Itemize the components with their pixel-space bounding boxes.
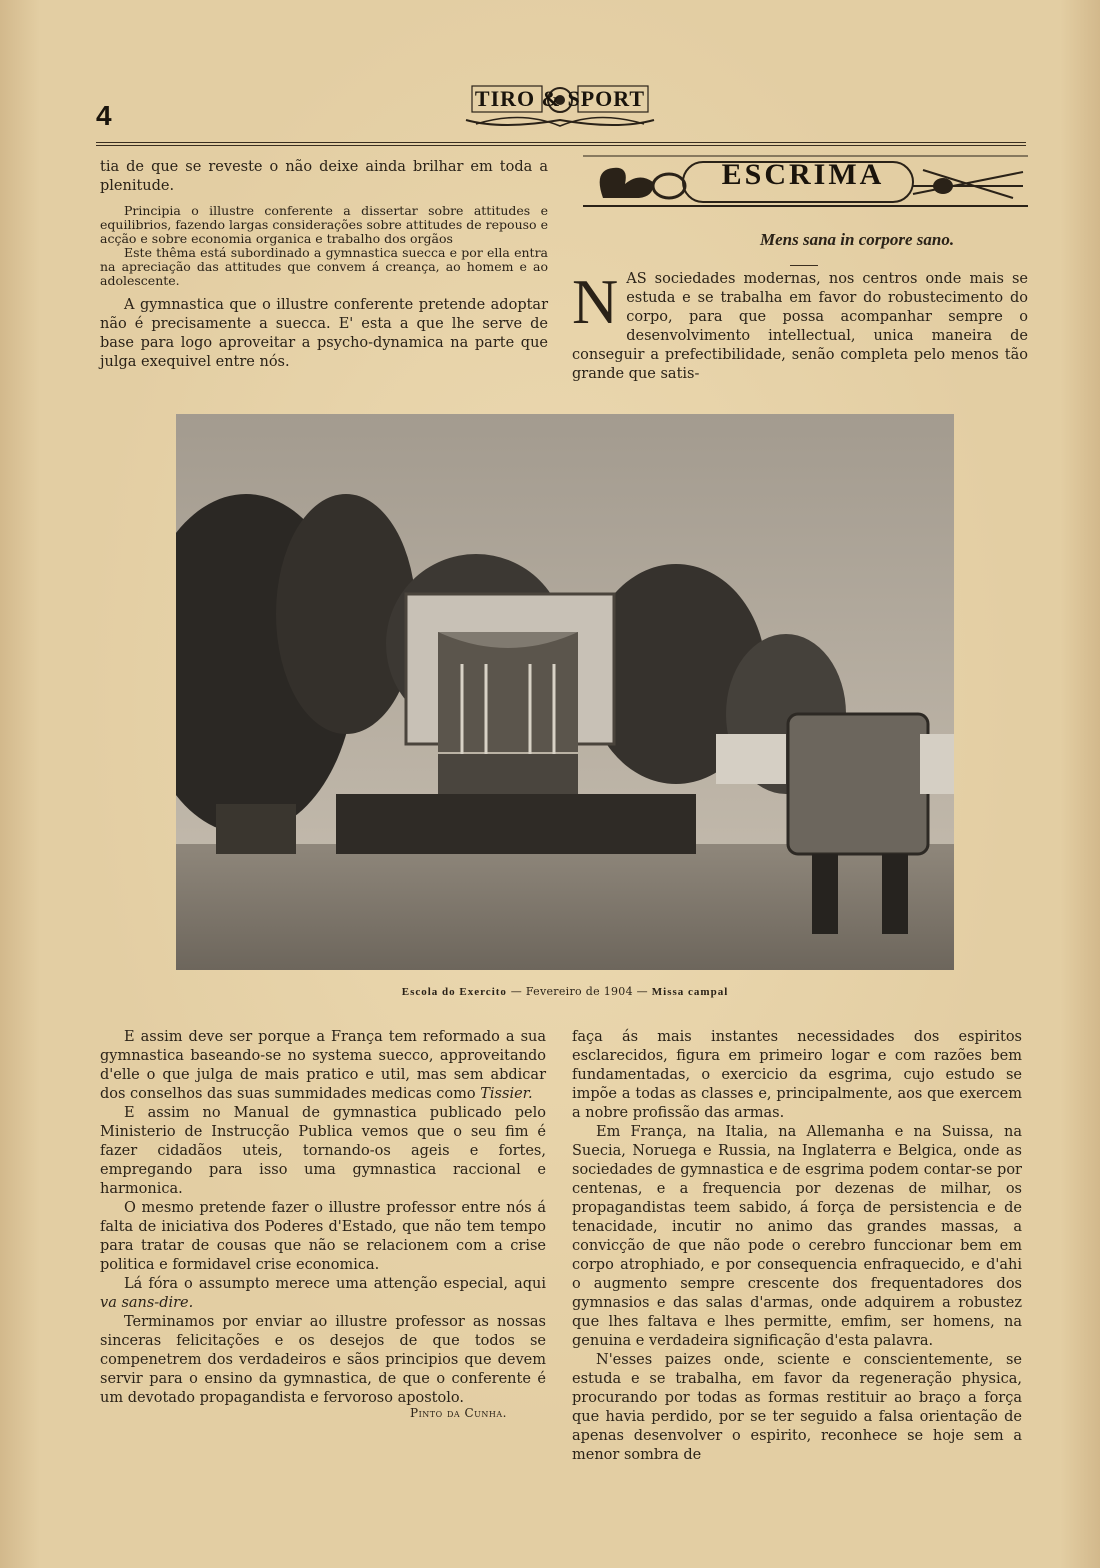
right-column-bottom	[572, 1028, 1022, 1465]
paragraph: Em França, na Italia, na Allemanha e na Suissa, na Suecia, Noruega e Russia, na Inglaterra e Belgica, onde as sociedades de gymnastica e de esgrima podem contar-se por centenas, e a frequencia por dezenas de milhar, os propagandistas teem sabido, á força de persistencia e de tenacidade, incutir no animo das grandes massas, a convicção de que não pode o cerebro funccionar bem em corpo atrophiado, e por consequencia enfraquecido, e d'ahi o augmento sempre crescente dos frequentadores dos gymnasios e das salas d'armas, onde adquirem a robustez que lhes faltava e lhes permitte, emfim, ser homens, na genuina e verdadeira significação d'esta palavra.	[572, 1124, 1022, 1349]
header-rule	[96, 142, 1026, 146]
left-column-bottom	[100, 1028, 546, 1408]
masthead-logo	[462, 80, 658, 130]
photo-caption	[176, 985, 954, 998]
paragraph: N'esses paizes onde, sciente e conscientemente, se estuda e se trabalha, em favor da regeneração physica, procurando por todas as formas restituir ao braço a força que havia perdido, por se ter seguido a falsa orientação de apenas desenvolver o espirito, reconhece se hoje sem a menor sombra de	[572, 1352, 1022, 1463]
paragraph: Terminamos por enviar ao illustre professor as nossas sinceras felicitações e os desejos de que todos se compenetrem dos verdadeiros e sãos principios que devem servir para o ensino da gymnastica, de que o conferente é um devotado propagandista e fervoroso apostolo.	[100, 1314, 546, 1406]
paragraph: Principia o illustre conferente a dissertar sobre attitudes e equilibrios, fazendo largas considerações sobre attitudes de repouso e acção e sobre economia organica e trabalho dos orgãos	[100, 203, 548, 246]
author-signature: Pinto da Cunha.	[410, 1406, 507, 1420]
paragraph-text: Lá fóra o assumpto merece uma attenção especial, aqui	[124, 1276, 546, 1292]
drop-cap: N	[572, 266, 619, 337]
section-banner	[583, 150, 1028, 210]
caption-date: — Fevereiro de 1904 —	[506, 985, 652, 998]
paragraph: A gymnastica que o illustre conferente pretende adoptar não é precisamente a suecca. E' esta a que lhe serve de base para logo aproveitar a psycho-dynamica na parte que julga exequivel entre nós.	[100, 297, 548, 370]
paragraph: O mesmo pretende fazer o illustre professor entre nós á falta de iniciativa dos Poderes d'Estado, que não tem tempo para tratar de cousas que não se relacionem com a crise politica e formidavel crise economica.	[100, 1200, 546, 1273]
paragraph	[100, 1028, 546, 1104]
paragraph	[100, 1275, 546, 1313]
paragraph: faça ás mais instantes necessidades dos espiritos esclarecidos, figura em primeiro logar e com razões bem fundamentadas, o exercicio da esgrima, cujo estudo se impõe a todas as classes e, principalmente, aos que exercem a nobre profissão das armas.	[572, 1029, 1022, 1121]
paragraph: E assim no Manual de gymnastica publicado pelo Ministerio de Instrucção Publica vemos que o seu fim é fazer cidadãos uteis, tornando-os ageis e fortes, empregando para isso uma gymnastica raccional e harmonica.	[100, 1105, 546, 1197]
motto-rule	[790, 265, 818, 266]
right-column-top	[572, 266, 1028, 384]
paragraph-text: E assim deve ser porque a França tem reformado a sua gymnastica baseando-se no systema suecco, approveitando d'elle o que julga de mais pratico e util, mas sem abdicar dos conselhos das suas summidades medicas como	[100, 1029, 546, 1102]
caption-event: Missa campal	[651, 986, 729, 998]
photograph	[176, 414, 954, 970]
photo-field-mass	[176, 414, 954, 970]
left-column-top	[100, 158, 548, 372]
page-number: 4	[96, 100, 112, 131]
caption-place: Escola do Exercito	[401, 986, 507, 998]
paragraph: Este thêma está subordinado a gymnastica suecca e por ella entra na apreciação das attitudes que convem á creança, ao homem e ao adolescente.	[100, 245, 548, 288]
paragraph: tia de que se reveste o não deixe ainda brilhar em toda a plenitude.	[100, 159, 548, 194]
section-title: ESCRIMA	[721, 158, 885, 191]
italic-phrase: va sans-dire.	[100, 1295, 194, 1311]
masthead-title: TIRO & SPORT	[474, 86, 646, 111]
paragraph-text: AS sociedades modernas, nos centros onde mais se estuda e se trabalha em favor do robustecimento do corpo, para que possa acompanhar sempre o desenvolvimento intellectual, unica maneira de conseguir a prefectibilidade, senão completa pelo menos tão grande que satis-	[572, 271, 1028, 382]
italic-name: Tissier.	[480, 1086, 533, 1102]
motto: Mens sana in corpore sano.	[760, 230, 955, 249]
paragraph	[572, 266, 1028, 384]
